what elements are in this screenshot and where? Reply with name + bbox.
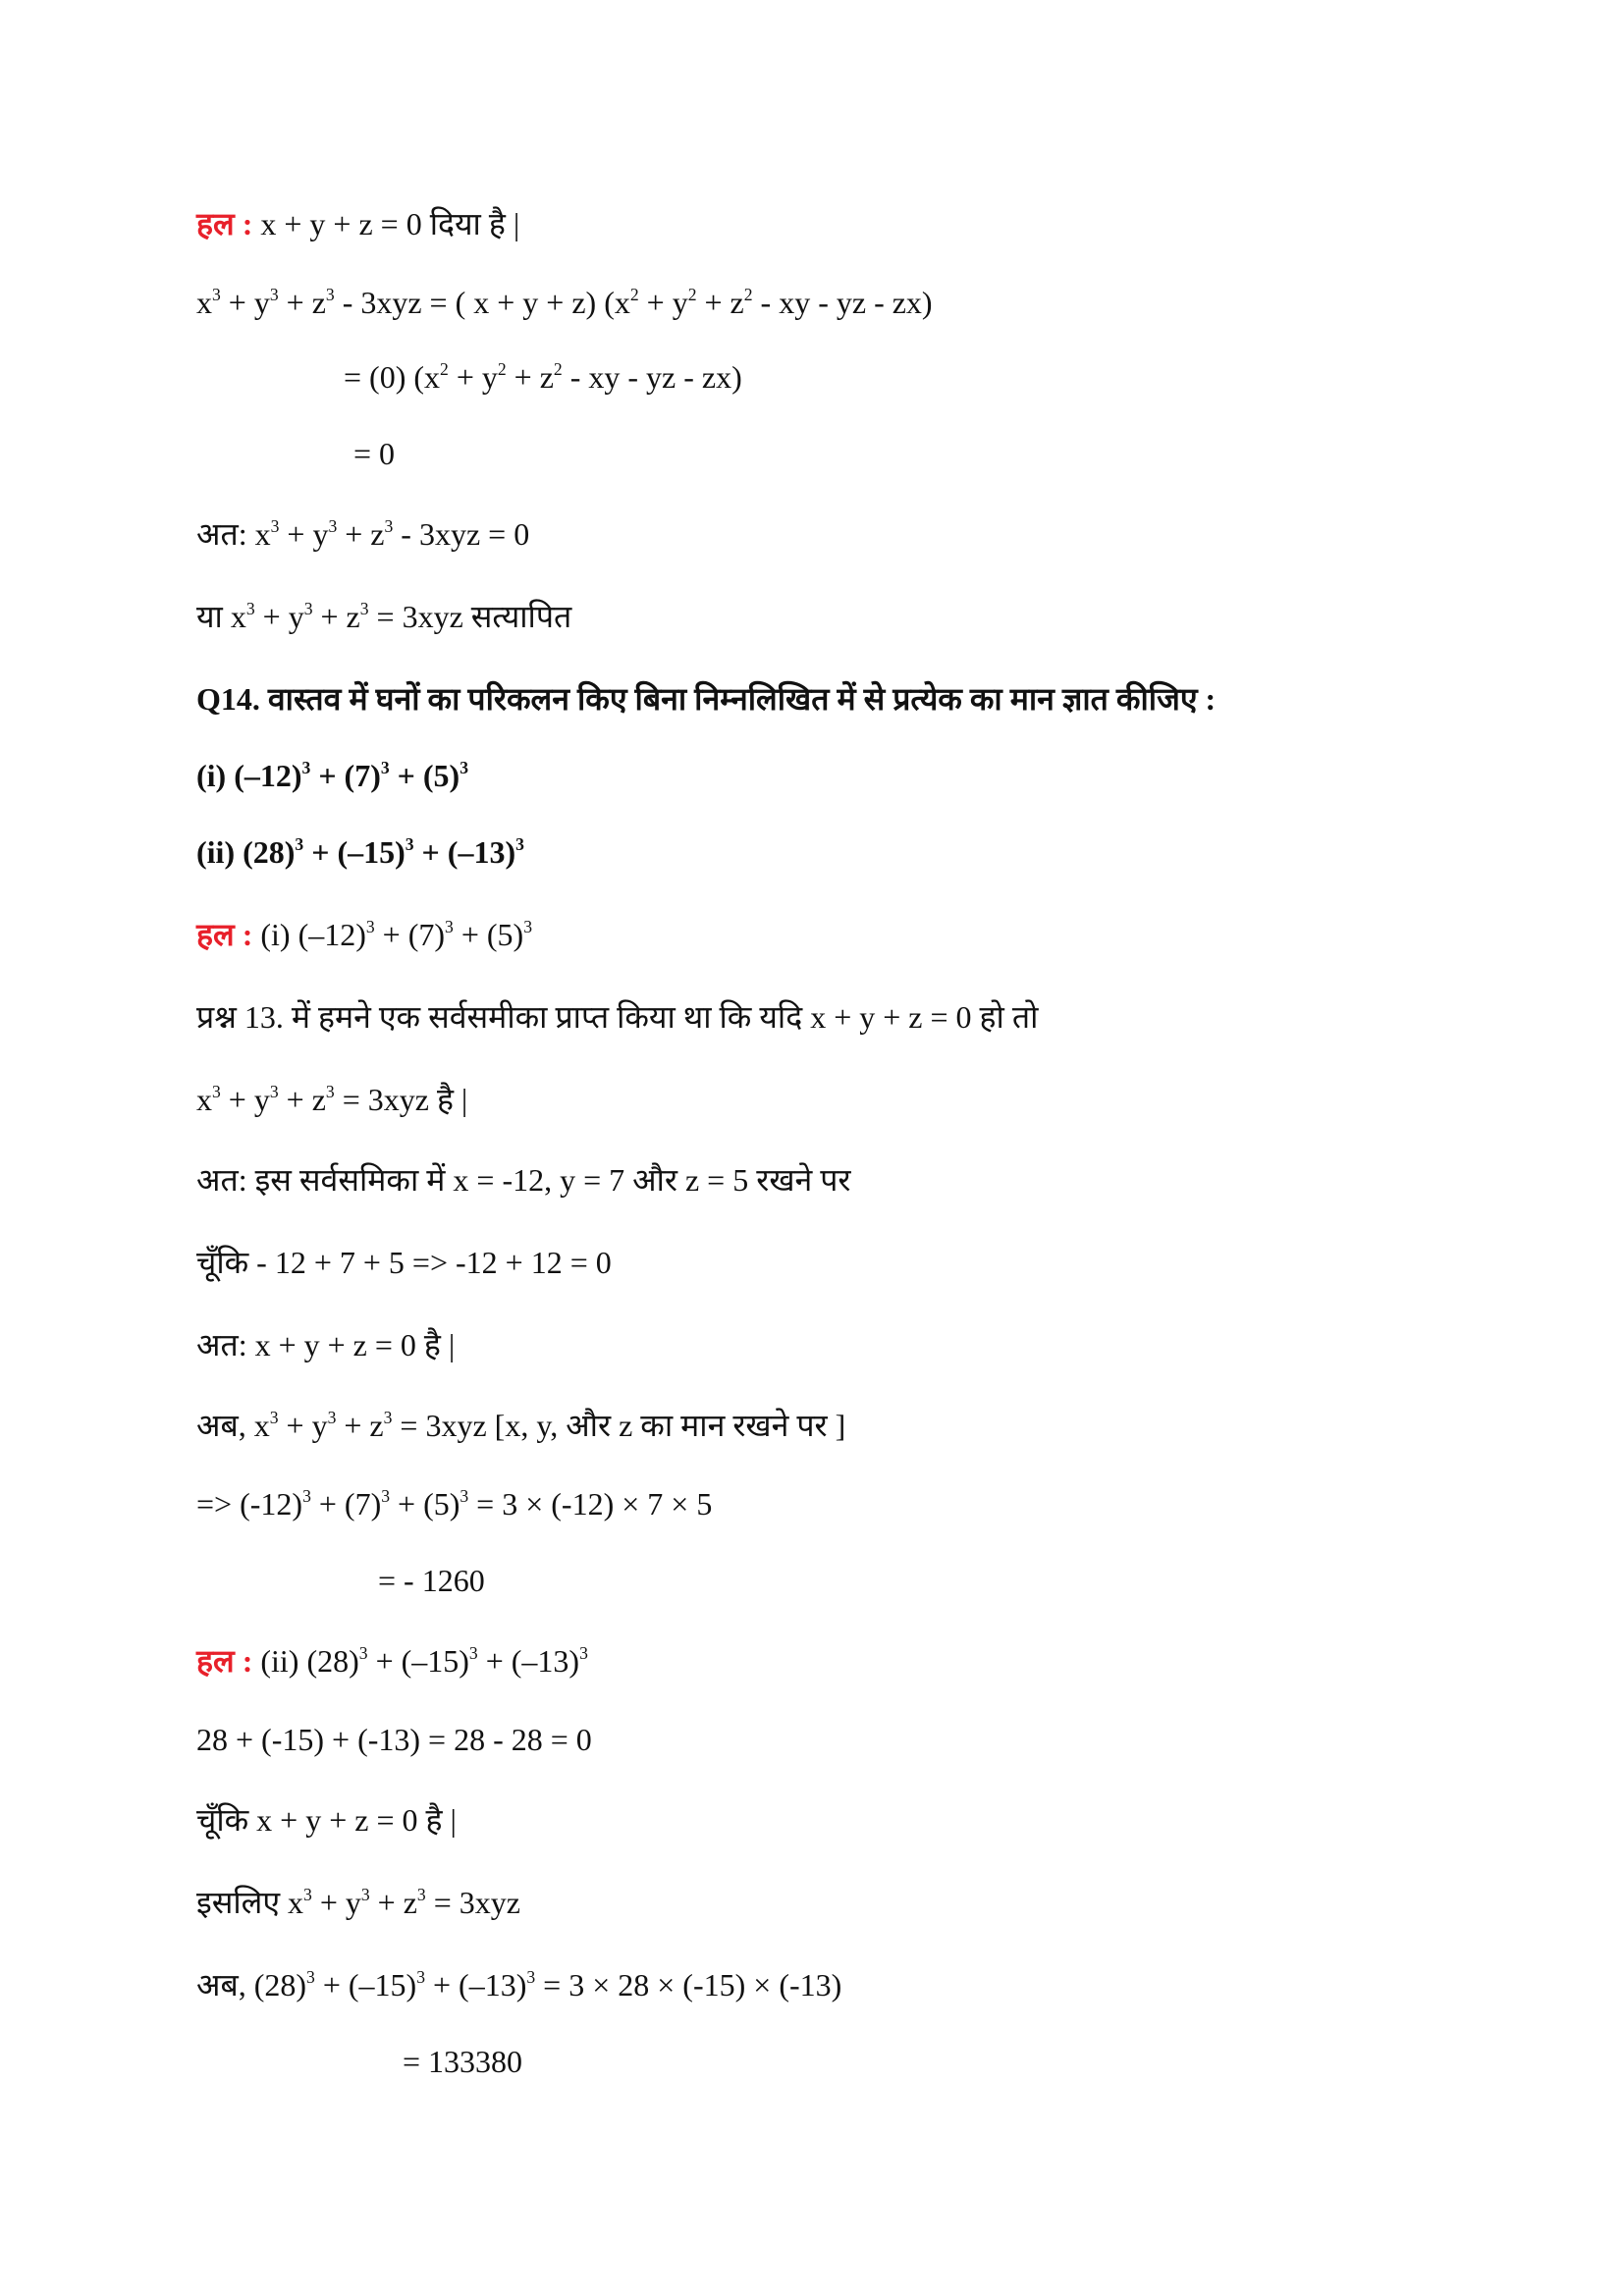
line-text: = 0 [353, 436, 396, 471]
text-line [196, 1800, 457, 1840]
exponent: 3 [416, 1966, 425, 1987]
verified-line [196, 597, 571, 636]
text-part: + (–13) [477, 1643, 580, 1679]
exponent: 3 [360, 1884, 370, 1904]
text-part: = 3xyz है | [334, 1082, 468, 1117]
text-part: अब, (28) [196, 1967, 307, 2002]
exponent: 2 [553, 358, 563, 379]
text-line [196, 1883, 520, 1922]
exponent: 3 [325, 1081, 335, 1101]
exponent: 3 [325, 284, 335, 304]
solution-label: हल : [196, 917, 253, 952]
line-text: चूँकि - 12 + 7 + 5 => -12 + 12 = 0 [196, 1245, 612, 1280]
exponent: 2 [687, 284, 697, 304]
exponent: 3 [270, 515, 280, 536]
identity-line [196, 283, 933, 322]
line-text: Q14. वास्तव में घनों का परिकलन किए बिना निम्नलिखित में से प्रत्येक का मान ज्ञात कीजिए : [196, 681, 1217, 717]
step-line [353, 434, 395, 473]
text-part: + y [638, 285, 688, 320]
text-part: (ii) (28) [260, 1643, 359, 1679]
solution-part-ii-line [196, 1641, 588, 1681]
text-part: = 3xyz [425, 1885, 520, 1920]
exponent: 3 [327, 1407, 337, 1427]
text-part: + y [254, 599, 304, 634]
step-line [344, 357, 742, 397]
text-part: + (5) [390, 1486, 460, 1522]
result-line [378, 1561, 485, 1600]
text-line [196, 1965, 841, 2004]
text-part: या x [196, 599, 246, 634]
text-part: + (7) [374, 917, 446, 952]
exponent: 3 [445, 916, 454, 936]
text-part: (i) (–12) [196, 758, 302, 793]
text-part: + z [506, 359, 554, 395]
exponent: 3 [515, 833, 524, 854]
line-text: अत: x + y + z = 0 है | [196, 1327, 456, 1362]
text-part: + y [311, 1885, 361, 1920]
solution-intro-line [196, 204, 519, 243]
text-part: + y [220, 285, 270, 320]
text-part: + y [448, 359, 498, 395]
exponent: 2 [743, 284, 753, 304]
text-part: + (7) [310, 1486, 382, 1522]
text-part: + z [369, 1885, 417, 1920]
exponent: 3 [269, 1081, 279, 1101]
text-part: - xy - yz - zx) [752, 285, 933, 320]
text-part: + z [696, 285, 744, 320]
line-text: x + y + z = 0 दिया है | [260, 206, 520, 241]
exponent: 3 [303, 1884, 312, 1904]
exponent: 3 [405, 833, 414, 854]
exponent: 3 [384, 515, 394, 536]
line-text: अत: इस सर्वसमिका में x = -12, y = 7 और z = 5 रखने पर [196, 1162, 851, 1198]
text-part: = 3xyz सत्यापित [368, 599, 572, 634]
text-part: - xy - yz - zx) [562, 359, 742, 395]
text-part: - 3xyz = 0 [393, 516, 530, 552]
text-part: + z [278, 285, 326, 320]
text-part: + (5) [453, 917, 524, 952]
solution-label: हल : [196, 206, 253, 241]
text-line [196, 1160, 851, 1200]
text-part: x [196, 1082, 212, 1117]
text-line [196, 1406, 845, 1445]
text-line [196, 997, 1038, 1037]
exponent: 3 [380, 757, 390, 777]
text-part: x [196, 285, 212, 320]
text-part: + (–13) [425, 1967, 527, 2002]
exponent: 2 [497, 358, 507, 379]
solution-label: हल : [196, 1643, 253, 1679]
exponent: 3 [359, 598, 369, 618]
line-text: = - 1260 [378, 1563, 485, 1598]
line-text: = 133380 [403, 2044, 523, 2079]
exponent: 3 [526, 1966, 536, 1987]
text-line [196, 1325, 455, 1364]
exponent: 3 [383, 1407, 393, 1427]
exponent: 3 [365, 916, 375, 936]
question-part-i [196, 756, 468, 795]
exponent: 3 [245, 598, 255, 618]
text-part: (i) (–12) [260, 917, 366, 952]
question-heading [196, 679, 1216, 719]
text-part: = (0) (x [344, 359, 441, 395]
exponent: 3 [523, 916, 532, 936]
line-text: प्रश्न 13. में हमने एक सर्वसमीका प्राप्त किया था कि यदि x + y + z = 0 हो तो [196, 999, 1039, 1035]
text-part: = 3 × 28 × (-15) × (-13) [535, 1967, 842, 2002]
text-part: + (–13) [413, 834, 516, 870]
text-part: + (–15) [303, 834, 406, 870]
exponent: 3 [416, 1884, 426, 1904]
text-line [196, 1484, 712, 1523]
text-part: इसलिए x [196, 1885, 304, 1920]
conclusion-line [196, 514, 529, 554]
result-line [403, 2042, 522, 2081]
exponent: 3 [269, 284, 279, 304]
exponent: 3 [303, 598, 313, 618]
exponent: 3 [579, 1642, 588, 1663]
text-part: अत: x [196, 516, 271, 552]
text-part: + y [278, 1408, 328, 1443]
text-part: + (–15) [314, 1967, 417, 2002]
exponent: 3 [295, 833, 304, 854]
text-line [196, 1243, 612, 1282]
solution-part-i-line [196, 915, 532, 954]
exponent: 3 [301, 757, 311, 777]
question-part-ii [196, 832, 524, 872]
text-part: + z [336, 1408, 384, 1443]
text-part: = 3xyz [x, y, और z का मान रखने पर ] [392, 1408, 846, 1443]
text-line [196, 1720, 592, 1759]
exponent: 3 [269, 1407, 279, 1427]
exponent: 2 [440, 358, 449, 379]
line-text: चूँकि x + y + z = 0 है | [196, 1802, 457, 1838]
exponent: 3 [358, 1642, 368, 1663]
text-part: + (5) [389, 758, 460, 793]
text-part: अब, x [196, 1408, 270, 1443]
text-part: + y [279, 516, 329, 552]
exponent: 3 [302, 1485, 311, 1506]
exponent: 3 [212, 1081, 221, 1101]
text-part: + (7) [310, 758, 381, 793]
exponent: 3 [468, 1642, 478, 1663]
exponent: 2 [629, 284, 639, 304]
text-part: + z [312, 599, 360, 634]
line-text: 28 + (-15) + (-13) = 28 - 28 = 0 [196, 1722, 592, 1757]
exponent: 3 [306, 1966, 315, 1987]
text-part: = 3 × (-12) × 7 × 5 [468, 1486, 713, 1522]
text-part: + (–15) [367, 1643, 469, 1679]
exponent: 3 [381, 1485, 391, 1506]
text-part: + z [278, 1082, 326, 1117]
exponent: 3 [212, 284, 221, 304]
text-part: + z [337, 516, 385, 552]
text-part: - 3xyz = ( x + y + z) (x [334, 285, 630, 320]
exponent: 3 [460, 757, 468, 777]
exponent: 3 [328, 515, 338, 536]
text-part: => (-12) [196, 1486, 303, 1522]
exponent: 3 [460, 1485, 469, 1506]
text-part: (ii) (28) [196, 834, 296, 870]
text-part: + y [220, 1082, 270, 1117]
text-line [196, 1080, 467, 1119]
